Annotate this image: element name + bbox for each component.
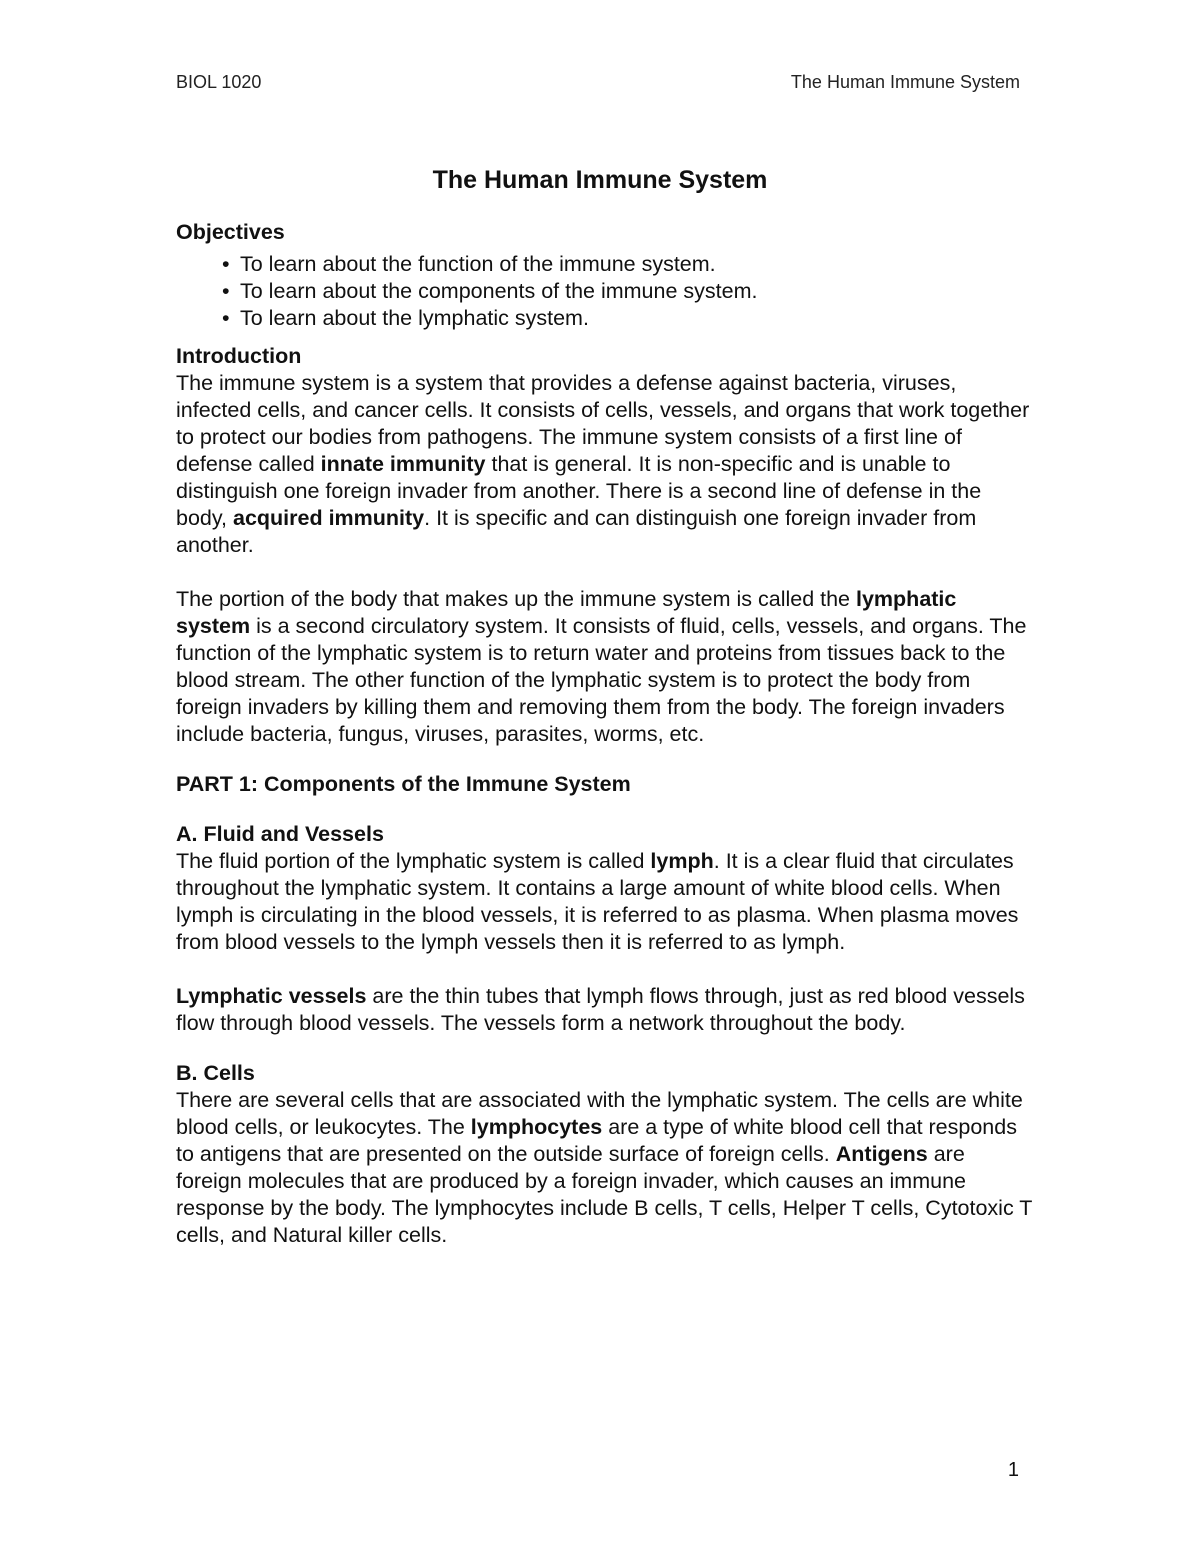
header-running-title: The Human Immune System [790,72,1020,92]
term-lymphocytes: lymphocytes [470,1115,603,1139]
term-acquired-immunity: acquired immunity [232,506,425,530]
introduction-heading: Introduction [176,344,302,368]
section-a-heading: A. Fluid and Vessels [176,822,384,846]
text-run: are foreign molecules that are produced by a foreign invader, which causes an immune response by the body. The lymphocytes include B cells, T cells, Helper T cells, Cytotoxic T cells, and Natural killer cells. [176,1142,1033,1247]
term-lymphatic-vessels: Lymphatic vessels [176,984,367,1008]
text-run: The portion of the body that makes up the immune system is called the [176,587,856,611]
bullet-icon: • [222,252,230,276]
page-number: 1 [1007,1459,1019,1481]
section-b-heading: B. Cells [176,1061,255,1085]
list-item [222,305,1036,332]
bullet-icon: • [222,306,230,330]
objective-text: To learn about the components of the immune system. [240,279,758,303]
objective-text: To learn about the function of the immune system. [240,252,716,276]
text-run: There are several cells that are associated with the lymphatic system. The cells are white blood cells, or leukocytes. The [176,1088,1023,1139]
bullet-icon: • [222,279,230,303]
term-innate-immunity: innate immunity [320,452,486,476]
text-run: are the thin tubes that lymph flows through, just as red blood vessels flow through blood vessels. The vessels form a network throughout the body. [176,984,1025,1035]
list-item [222,278,1036,305]
section-b-paragraph-1 [176,1087,1036,1249]
term-lymph: lymph [650,849,714,873]
text-run: are a type of white blood cell that responds to antigens that are presented on the outside surface of foreign cells. [176,1115,1017,1166]
list-item [222,251,1036,278]
text-run: . It is specific and can distinguish one foreign invader from another. [176,506,977,557]
objectives-list [176,251,1036,332]
section-a-paragraph-1 [176,848,1036,956]
term-lymphatic-system: lymphatic system [176,587,957,638]
text-run: The immune system is a system that provides a defense against bacteria, viruses, infected cells, and cancer cells. It consists of cells, vessels, and organs that work together to protect our bodies from pathogens. The immune system consists of a first line of defense called [176,371,1030,476]
document-title: The Human Immune System [432,166,768,194]
objective-text: To learn about the lymphatic system. [240,306,589,330]
objectives-heading: Objectives [176,220,285,244]
introduction-paragraph-1 [176,370,1036,559]
text-run: that is general. It is non-specific and is unable to distinguish one foreign invader from another. There is a second line of defense in the body, [176,452,982,530]
text-run: . It is a clear fluid that circulates throughout the lymphatic system. It contains a large amount of white blood cells. When lymph is circulating in the blood vessels, it is referred to as plasma. When plasma moves from blood vessels to the lymph vessels then it is referred to as lymph. [176,849,1019,954]
part1-heading: PART 1: Components of the Immune System [176,772,631,796]
document-body [176,219,1036,1249]
section-a-paragraph-2 [176,983,1036,1037]
text-run: is a second circulatory system. It consists of fluid, cells, vessels, and organs. The function of the lymphatic system is to return water and proteins from tissues back to the blood stream. The other function of the lymphatic system is to protect the body from foreign invaders by killing them and removing them from the body. The foreign invaders include bacteria, fungus, viruses, parasites, worms, etc. [176,614,1027,746]
term-antigens: Antigens [835,1142,928,1166]
text-run: The fluid portion of the lymphatic system is called [176,849,651,873]
header-course: BIOL 1020 [176,72,262,92]
introduction-paragraph-2 [176,586,1036,748]
